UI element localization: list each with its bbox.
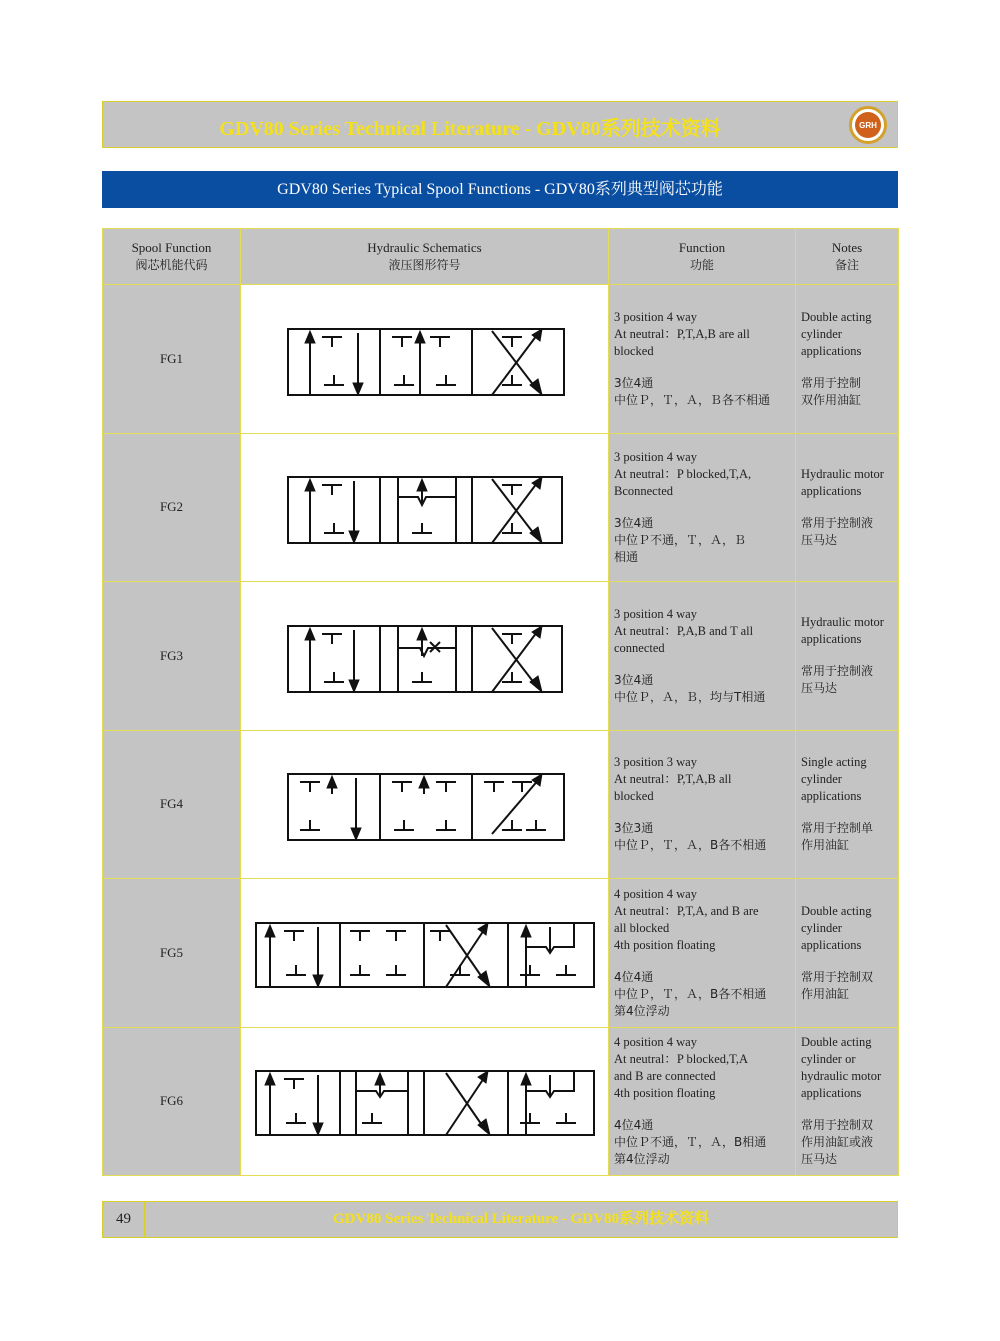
notes-cell bbox=[796, 1027, 899, 1176]
hydraulic-schematic bbox=[241, 285, 609, 434]
function-cell bbox=[609, 433, 796, 582]
notes-en: Hydraulic motor applications bbox=[801, 466, 884, 498]
logo-text: GRH bbox=[855, 112, 881, 138]
function-en: 4 position 4 way At neutral：P blocked,T,A and B are connected 4th position floating bbox=[614, 1035, 748, 1101]
hydraulic-schematic bbox=[241, 730, 609, 879]
header-band bbox=[102, 101, 898, 148]
notes-en: Hydraulic motor applications bbox=[801, 615, 884, 647]
spool-code: FG5 bbox=[103, 879, 241, 1028]
notes-zh: 常用于控制 双作用油缸 bbox=[801, 375, 862, 407]
spool-code: FG3 bbox=[103, 582, 241, 731]
col-header-notes: Notes 备注 bbox=[796, 229, 899, 285]
hydraulic-schematic bbox=[241, 1027, 609, 1176]
function-en: 3 position 4 way At neutral：P blocked,T,A, Bconnected bbox=[614, 449, 752, 498]
function-zh: 3位4通 中位Ｐ，Ｔ，Ａ，Ｂ各不相通 bbox=[614, 375, 771, 407]
fg1-schematic-symbol bbox=[280, 319, 570, 399]
spool-code: FG1 bbox=[103, 285, 241, 434]
notes-zh: 常用于控制液 压马达 bbox=[801, 515, 874, 547]
col-header-schematics: Hydraulic Schematics 液压图形符号 bbox=[241, 229, 609, 285]
fg4-schematic-symbol bbox=[280, 764, 570, 844]
notes-cell bbox=[796, 582, 899, 731]
fg6-schematic-symbol bbox=[250, 1061, 600, 1141]
fg5-schematic-symbol bbox=[250, 913, 600, 993]
notes-en: Single acting cylinder applications bbox=[801, 755, 867, 804]
notes-cell bbox=[796, 433, 899, 582]
hydraulic-schematic bbox=[241, 582, 609, 731]
page-number: 49 bbox=[103, 1202, 145, 1237]
notes-zh: 常用于控制双 作用油缸 bbox=[801, 969, 874, 1001]
col-header-function: Function 功能 bbox=[609, 229, 796, 285]
spool-function-table bbox=[102, 228, 899, 1176]
footer-title: GDV80 Series Technical Literature - GDV80系列技术资料 bbox=[333, 1211, 709, 1227]
table-row bbox=[103, 433, 899, 582]
notes-zh: 常用于控制单 作用油缸 bbox=[801, 821, 874, 853]
table-row bbox=[103, 582, 899, 731]
table-row bbox=[103, 1027, 899, 1176]
spool-code: FG4 bbox=[103, 730, 241, 879]
notes-en: Double acting cylinder applications bbox=[801, 309, 872, 358]
function-cell bbox=[609, 285, 796, 434]
function-cell bbox=[609, 1027, 796, 1176]
notes-zh: 常用于控制液 压马达 bbox=[801, 664, 874, 696]
function-en: 4 position 4 way At neutral：P,T,A, and B are all blocked 4th position floating bbox=[614, 886, 759, 952]
notes-zh: 常用于控制双 作用油缸或液 压马达 bbox=[801, 1118, 874, 1167]
table-row bbox=[103, 879, 899, 1028]
notes-en: Double acting cylinder or hydraulic motor applications bbox=[801, 1035, 882, 1101]
grh-logo bbox=[849, 106, 887, 144]
function-zh: 3位4通 中位Ｐ，Ａ，Ｂ，均与T相通 bbox=[614, 672, 766, 704]
function-en: 3 position 3 way At neutral：P,T,A,B all blocked bbox=[614, 755, 732, 804]
notes-cell bbox=[796, 879, 899, 1028]
function-en: 3 position 4 way At neutral：P,A,B and T all connected bbox=[614, 606, 754, 655]
function-zh: 3位3通 中位Ｐ，Ｔ，Ａ，B各不相通 bbox=[614, 821, 767, 853]
table-row bbox=[103, 285, 899, 434]
notes-cell bbox=[796, 285, 899, 434]
notes-en: Double acting cylinder applications bbox=[801, 903, 872, 952]
function-en: 3 position 4 way At neutral：P,T,A,B are all blocked bbox=[614, 309, 750, 358]
function-cell bbox=[609, 730, 796, 879]
hydraulic-schematic bbox=[241, 433, 609, 582]
section-title: GDV80 Series Typical Spool Functions - GDV80系列典型阀芯功能 bbox=[102, 171, 898, 208]
footer-band bbox=[102, 1201, 898, 1238]
function-zh: 4位4通 中位Ｐ不通，Ｔ，Ａ，B相通 第4位浮动 bbox=[614, 1118, 767, 1167]
function-cell bbox=[609, 879, 796, 1028]
spool-code: FG6 bbox=[103, 1027, 241, 1176]
header-title: GDV80 Series Technical Literature - GDV80系列技术资料 bbox=[219, 118, 721, 140]
spool-code: FG2 bbox=[103, 433, 241, 582]
notes-cell bbox=[796, 730, 899, 879]
hydraulic-schematic bbox=[241, 879, 609, 1028]
table-row bbox=[103, 730, 899, 879]
fg2-schematic-symbol bbox=[280, 467, 570, 547]
table-header-row bbox=[103, 229, 899, 285]
function-zh: 3位4通 中位Ｐ不通，Ｔ，Ａ，Ｂ 相通 bbox=[614, 515, 747, 564]
function-zh: 4位4通 中位Ｐ，Ｔ，Ａ，B各不相通 第4位浮动 bbox=[614, 969, 767, 1018]
fg3-schematic-symbol bbox=[280, 616, 570, 696]
function-cell bbox=[609, 582, 796, 731]
col-header-spool: Spool Function 阀芯机能代码 bbox=[103, 229, 241, 285]
